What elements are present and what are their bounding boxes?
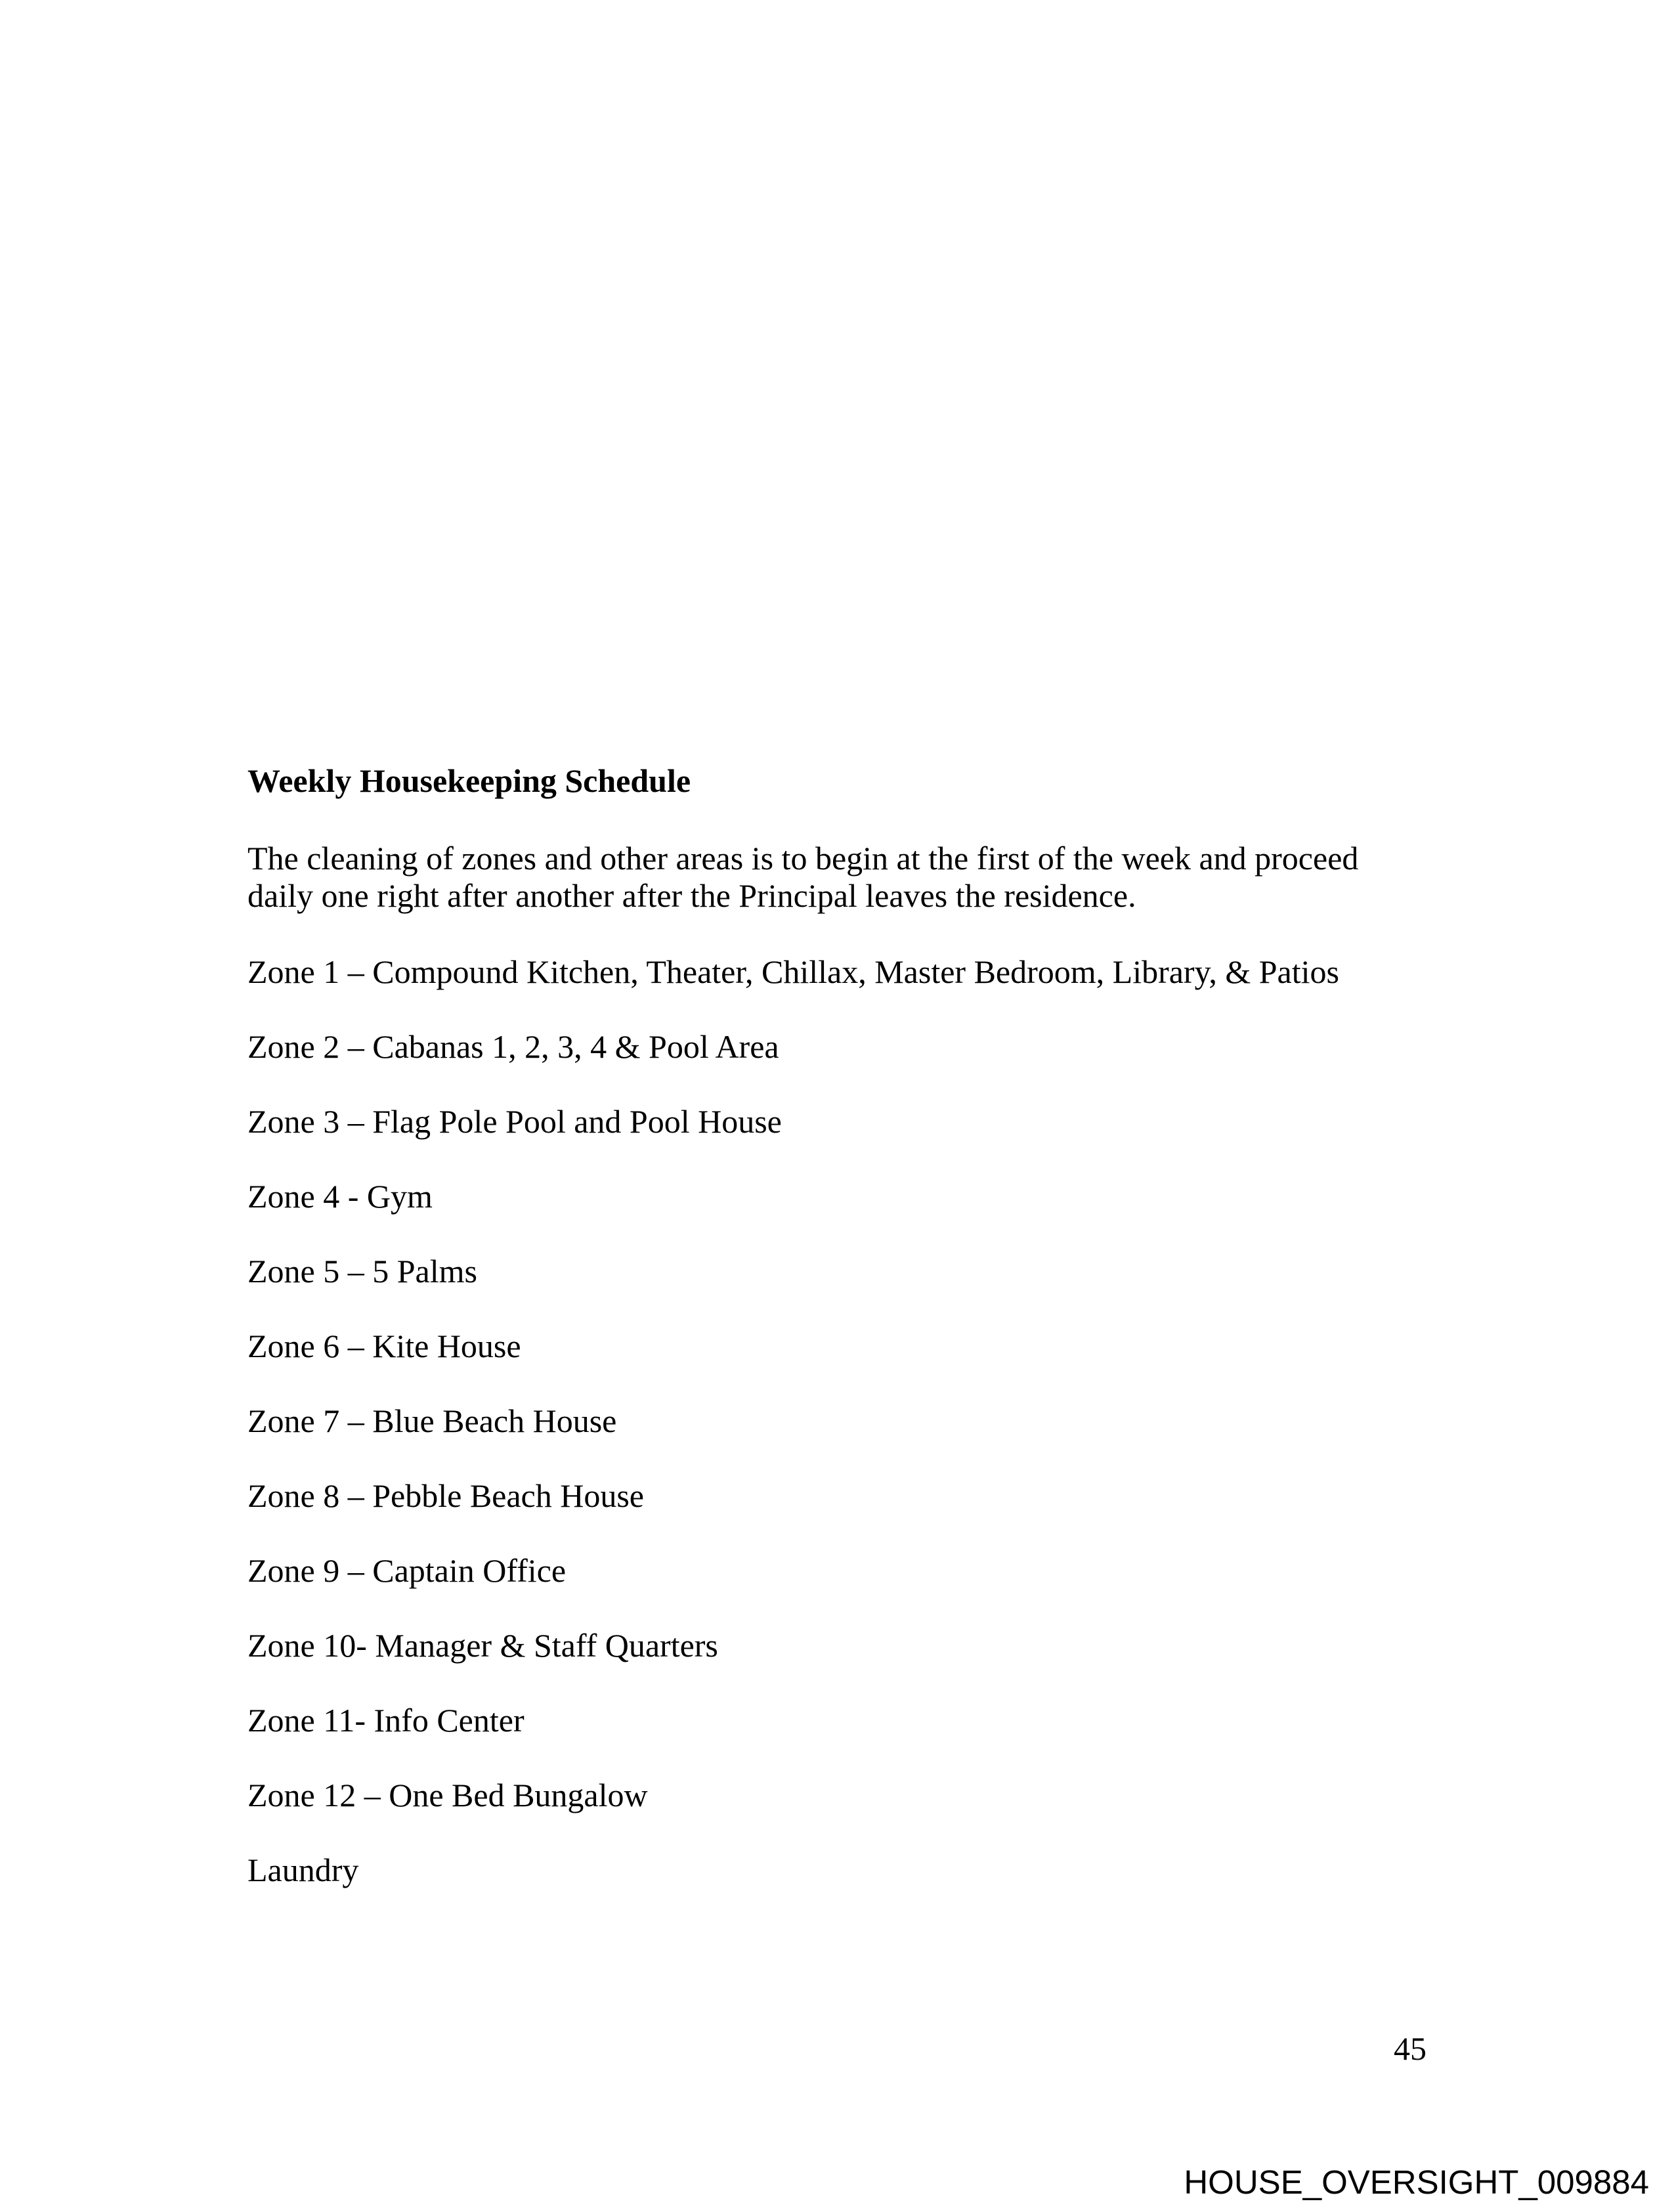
zone-line-6: Zone 6 – Kite House: [247, 1328, 521, 1364]
document-title: Weekly Housekeeping Schedule: [247, 762, 691, 799]
zone-line-7: Zone 7 – Blue Beach House: [247, 1402, 617, 1439]
zone-line-12: Zone 12 – One Bed Bungalow: [247, 1777, 648, 1813]
intro-paragraph: The cleaning of zones and other areas is to begin at the first of the week and proceed daily one right after another after the Principal leaves the residence.: [247, 840, 1359, 914]
zone-line-2: Zone 2 – Cabanas 1, 2, 3, 4 & Pool Area: [247, 1028, 779, 1065]
page-number: 45: [1394, 2030, 1427, 2067]
zone-line-8: Zone 8 – Pebble Beach House: [247, 1477, 645, 1514]
bates-stamp: HOUSE_OVERSIGHT_009884: [1184, 2163, 1649, 2201]
zone-line-laundry: Laundry: [247, 1852, 359, 1888]
zone-line-4: Zone 4 - Gym: [247, 1178, 433, 1215]
document-content: [247, 762, 1426, 1926]
zone-line-5: Zone 5 – 5 Palms: [247, 1253, 477, 1290]
zone-line-10: Zone 10- Manager & Staff Quarters: [247, 1627, 718, 1664]
zone-line-1: Zone 1 – Compound Kitchen, Theater, Chillax, Master Bedroom, Library, & Patios: [247, 953, 1339, 990]
zone-line-3: Zone 3 – Flag Pole Pool and Pool House: [247, 1103, 782, 1140]
zone-line-11: Zone 11- Info Center: [247, 1702, 525, 1739]
zone-line-9: Zone 9 – Captain Office: [247, 1552, 567, 1589]
